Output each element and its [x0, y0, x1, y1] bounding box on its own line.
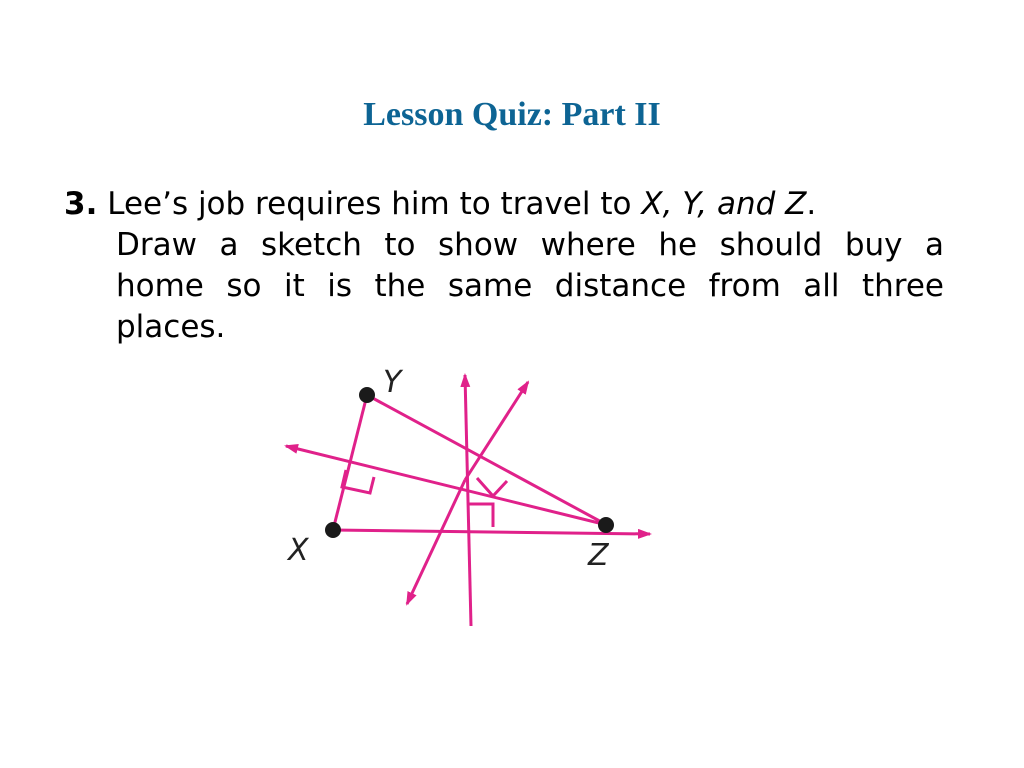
sep-1: ,: [662, 186, 683, 222]
var-y: Y: [682, 186, 698, 222]
question-number: 3.: [64, 186, 98, 222]
question-line-1-text: Lee’s job requires him to travel to: [107, 186, 642, 222]
bisector-xy: [286, 446, 607, 525]
label-y: Y: [383, 365, 402, 400]
circumcenter-diagram: [270, 362, 670, 632]
end-period: .: [806, 186, 817, 222]
right-angle-mark-xz: [467, 504, 493, 527]
bisector-xz: [465, 375, 471, 626]
var-z: Z: [785, 186, 807, 222]
point-y: [359, 387, 375, 403]
question-text: [64, 184, 944, 348]
question-line-2: Draw a sketch to show where he should buy a: [116, 227, 944, 263]
point-x: [325, 522, 341, 538]
slide-title: Lesson Quiz: Part II: [363, 96, 661, 133]
bisector-yz-lower: [407, 480, 465, 604]
question-line-4: places.: [116, 309, 226, 345]
point-z: [598, 517, 614, 533]
question-line-3: home so it is the same distance from all three: [116, 268, 944, 304]
label-z: Z: [588, 538, 609, 573]
question-line-1: [64, 184, 944, 225]
diagram-lines: [286, 375, 650, 626]
sep-2: , and: [697, 186, 786, 222]
label-x: X: [288, 533, 309, 568]
var-x: X: [641, 186, 663, 222]
